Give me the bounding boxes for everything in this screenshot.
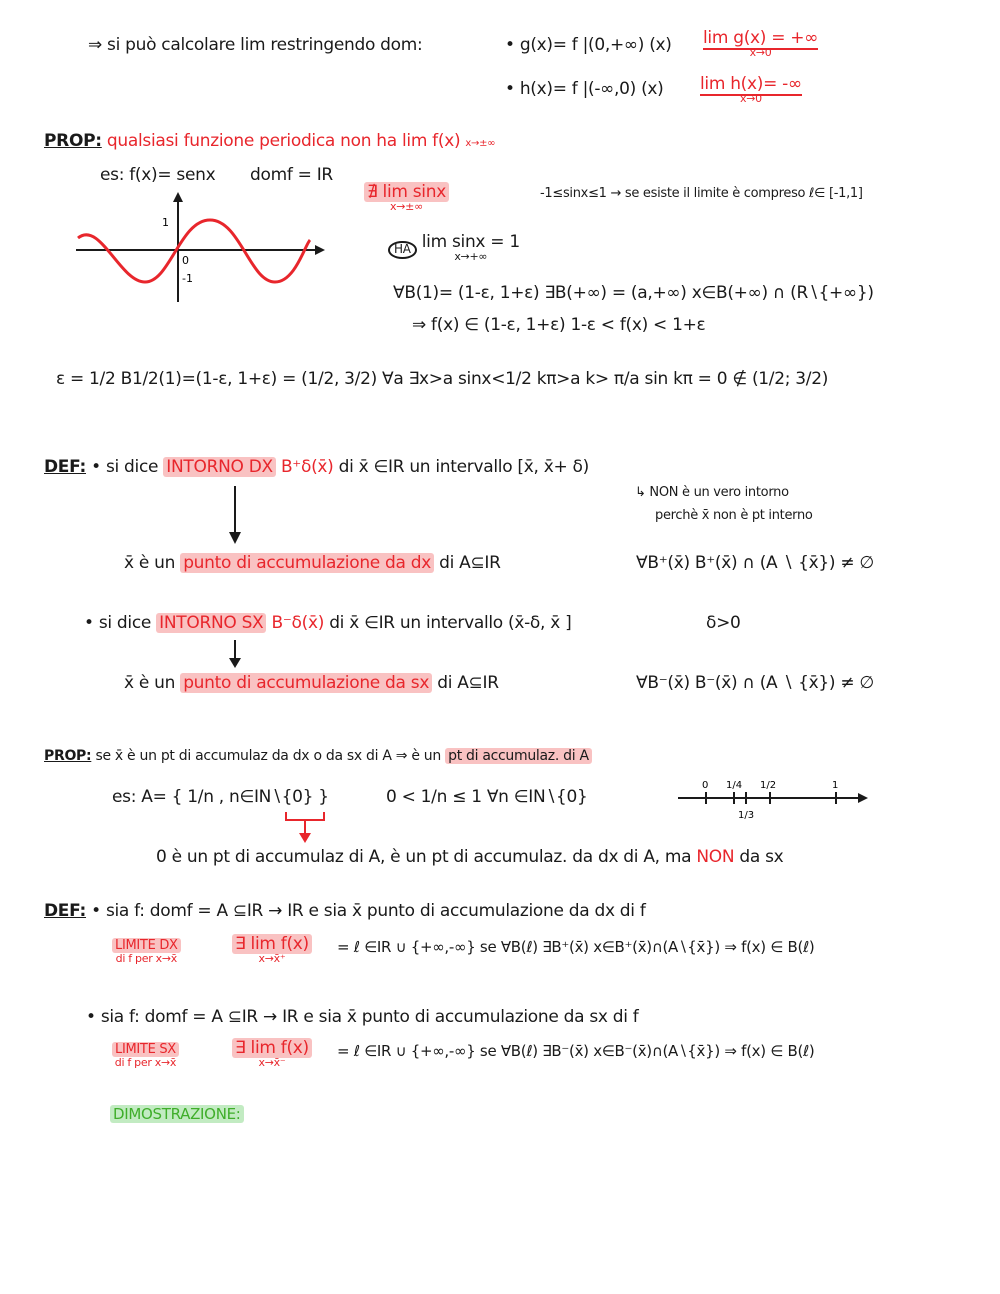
h-definition: • h(x)= f |(-∞,0) (x) [505, 79, 664, 99]
prop1-example: es: f(x)= senx [100, 165, 216, 185]
def2-down-arrow [225, 640, 245, 670]
ha-tag: HA [388, 241, 417, 259]
prop2-statement: PROP: se x̄ è un pt di accumulaz da dx o da sx di A ⇒ è un pt di accumulaz. di A [44, 748, 592, 764]
sin-limit-not-exist: ∄ lim sinx x→±∞ [364, 184, 449, 212]
def3-statement: DEF: • sia f: domf = A ⊆IR → IR e sia x̄ punto di accumulazione da dx di f [44, 901, 646, 921]
def4-condition: = ℓ ∈IR ∪ {+∞,-∞} se ∀B(ℓ) ∃B⁻(x̄) x∈B⁻(x̄)∩(A∖{x̄}) ⇒ f(x) ∈ B(ℓ) [337, 1042, 815, 1060]
nl-label-1-2: 1/2 [760, 780, 777, 791]
def2-accumulation: x̄ è un punto di accumulazione da sx di A⊆IR [124, 673, 499, 693]
sin-bound-note: -1≤sinx≤1 → se esiste il limite è compreso ℓ∈ [-1,1] [540, 186, 863, 201]
def3-tag: LIMITE DX di f per x→x̄ [112, 936, 181, 964]
def1-statement: DEF: • si dice INTORNO DX B⁺δ(x̄) di x̄ ∈IR un intervallo [x̄, x̄+ δ) [44, 457, 589, 477]
g-definition: • g(x)= f |(0,+∞) (x) [505, 35, 672, 55]
prop1-domain: domf = IR [250, 165, 333, 185]
prop1-statement: PROP: qualsiasi funzione periodica non ha lim f(x) x→±∞ [44, 131, 496, 151]
h-limit: lim h(x)= -∞ x→0 [700, 74, 802, 105]
def3-limit: ∃ lim f(x) x→x̄⁺ [232, 936, 312, 964]
def1-note2: perchè x̄ non è pt interno [655, 508, 813, 523]
def2-delta: δ>0 [706, 613, 741, 633]
proof-line2: ⇒ f(x) ∈ (1-ε, 1+ε) 1-ε < f(x) < 1+ε [412, 315, 706, 335]
graph-tick-neg: -1 [182, 272, 193, 285]
proof-line3: ε = 1/2 B1/2(1)=(1-ε, 1+ε) = (1/2, 3/2) ∀a ∃x>a sinx<1/2 kπ>a k> π/a sin kπ = 0 ∉ (1/2; 3/2) [56, 369, 829, 389]
nl-label-0: 0 [702, 780, 709, 791]
graph-y-arrow [173, 192, 183, 202]
def4-tag: LIMITE SX di f per x→x̄ [112, 1040, 179, 1068]
def1-accumulation-cond: ∀B⁺(x̄) B⁺(x̄) ∩ (A ∖ {x̄}) ≠ ∅ [636, 553, 874, 573]
proof-line1: ∀B(1)= (1-ε, 1+ε) ∃B(+∞) = (a,+∞) x∈B(+∞) ∩ (R∖{+∞}) [393, 283, 874, 303]
sine-graph [70, 190, 330, 310]
graph-x-arrow [315, 245, 325, 255]
prop2-example-set: es: A= { 1/n , n∈IN∖{0} } [112, 787, 329, 807]
def2-statement: • si dice INTORNO SX B⁻δ(x̄) di x̄ ∈IR un intervallo (x̄-δ, x̄ ] [84, 613, 572, 633]
g-limit: lim g(x) = +∞ x→0 [703, 28, 819, 59]
def3-condition: = ℓ ∈IR ∪ {+∞,-∞} se ∀B(ℓ) ∃B⁺(x̄) x∈B⁺(x̄)∩(A∖{x̄}) ⇒ f(x) ∈ B(ℓ) [337, 938, 815, 956]
demonstration-label: DIMOSTRAZIONE: [110, 1106, 244, 1123]
nl-label-1: 1 [832, 780, 839, 791]
def2-accumulation-cond: ∀B⁻(x̄) B⁻(x̄) ∩ (A ∖ {x̄}) ≠ ∅ [636, 673, 874, 693]
def4-statement: • sia f: domf = A ⊆IR → IR e sia x̄ punto di accumulazione da sx di f [86, 1007, 639, 1027]
nl-label-1-4: 1/4 [726, 780, 743, 791]
def4-limit: ∃ lim f(x) x→x̄⁻ [232, 1040, 312, 1068]
restrict-domain-note: ⇒ si può calcolare lim restringendo dom: [88, 35, 423, 55]
prop2-bound: 0 < 1/n ≤ 1 ∀n ∈IN∖{0} [386, 787, 588, 807]
def1-down-arrow [225, 486, 245, 546]
prop2-conclusion: 0 è un pt di accumulaz di A, è un pt di accumulaz. da dx di A, ma NON da sx [156, 847, 784, 867]
nl-label-1-3: 1/3 [738, 810, 755, 821]
graph-origin: 0 [182, 254, 189, 267]
absurd-hypothesis: HA lim sinx = 1 x→+∞ [388, 234, 520, 262]
def1-accumulation: x̄ è un punto di accumulazione da dx di A⊆IR [124, 553, 501, 573]
number-line [676, 776, 871, 824]
graph-tick-pos: 1 [162, 216, 169, 229]
prop2-example-brace [282, 810, 328, 844]
def1-note1: ↳ NON è un vero intorno [635, 485, 789, 500]
